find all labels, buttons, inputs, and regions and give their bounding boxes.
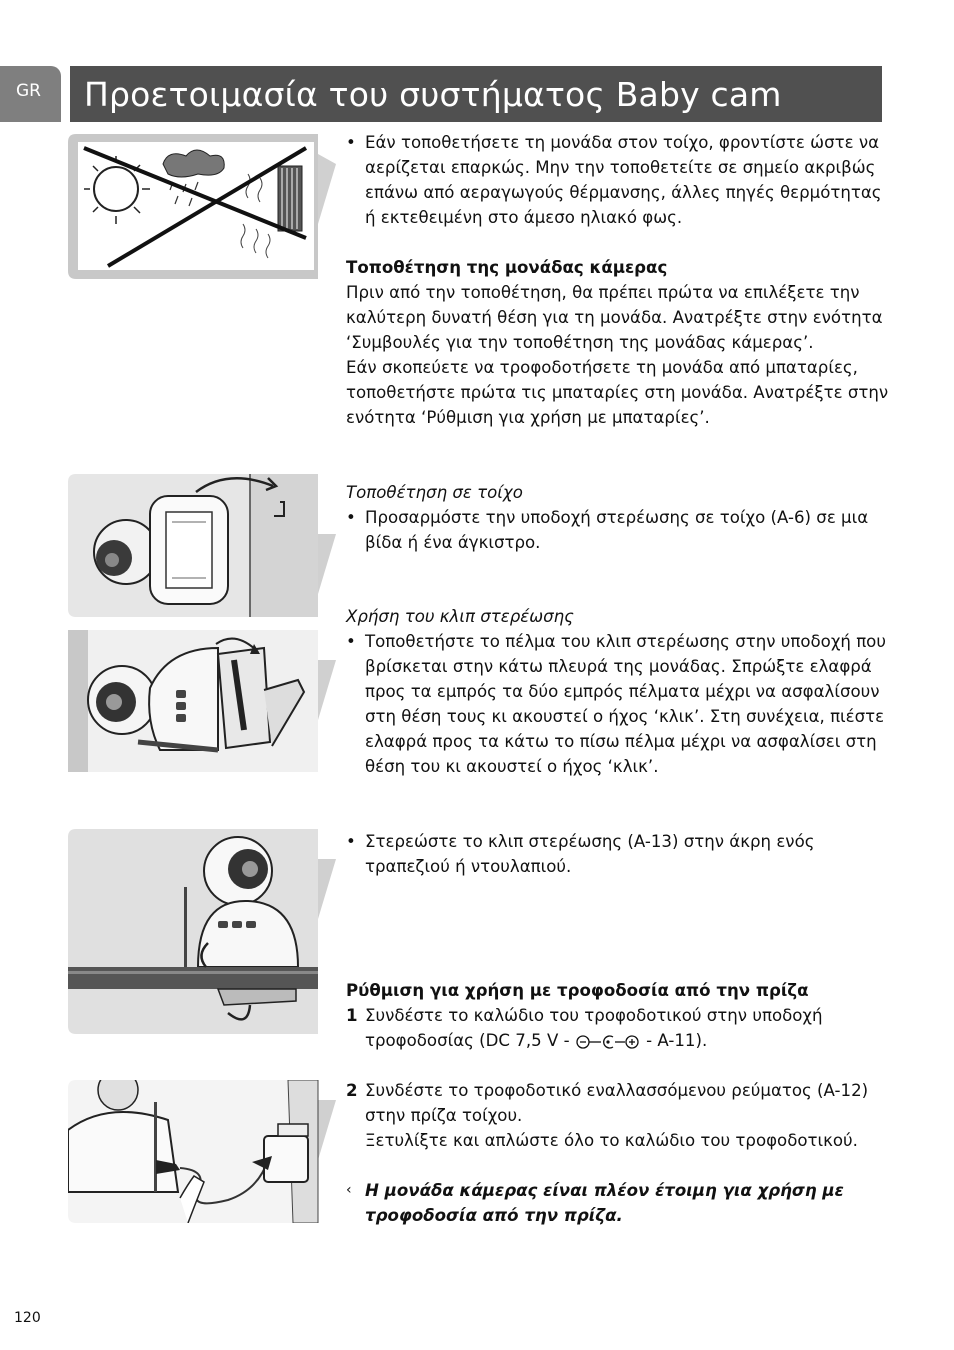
- step-1-text-end: - A-11).: [646, 1031, 708, 1050]
- page-title-text: Προετοιμασία του συστήματος Baby cam: [84, 74, 782, 114]
- placement-section: [346, 255, 891, 430]
- wall-mount-illustration: [68, 474, 336, 617]
- step-2-text: Συνδέστε το τροφοδοτικό εναλλασσόμενου ρεύματος (A-12) στην πρίζα τοίχου.: [365, 1081, 869, 1125]
- result-section: [346, 1178, 891, 1228]
- para-placement-1: Πριν από την τοποθέτηση, θα πρέπει πρώτα να επιλέξετε την καλύτερη δυνατή θέση για τη μονάδα. Ανατρέξτε στην ενότητα ‘Συμβουλές για την τοποθέτηση της μονάδας κάμερας’.: [346, 283, 883, 352]
- page-title: [70, 66, 882, 122]
- bullet-clip: • Τοποθετήστε το πέλμα του κλιπ στερέωσης στην υποδοχή που βρίσκεται στην κάτω πλευρά της μονάδας. Σπρώξτε ελαφρά προς τα εμπρός τα δύο εμπρός πέλματα μέχρι να ασφαλίσουν στη θέση τους κι ακουστεί ο ήχος ‘κλικ’. Στη συνέχεια, πιέστε ελαφρά προς τα κάτω το πίσω πέλμα μέχρι να ασφαλίσει στη θέση του κι ακουστεί ο ήχος ‘κλικ’.: [346, 629, 891, 779]
- mains-section: [346, 978, 891, 1053]
- power-adapter-illustration: [68, 1080, 336, 1223]
- step-2-number: 2: [346, 1081, 358, 1100]
- step-1-number: 1: [346, 1006, 358, 1025]
- step-2-section: [346, 1078, 891, 1153]
- bullet-wall: • Προσαρμόστε την υποδοχή στερέωσης σε τοίχο (A-6) σε μια βίδα ή ένα άγκιστρο.: [346, 505, 891, 555]
- para-placement-2: Εάν σκοπεύετε να τροφοδοτήσετε τη μονάδα από μπαταρίες, τοποθετήστε πρώτα τις μπαταρίες στη μονάδα. Ανατρέξτε στην ενότητα ‘Ρύθμιση για χρήση με μπαταρίες’.: [346, 358, 889, 427]
- wall-section: [346, 480, 891, 555]
- subheading-clip: Χρήση του κλιπ στερέωσης: [346, 607, 574, 626]
- result-text: Η μονάδα κάμερας είναι πλέον έτοιμη για χρήση με τροφοδοσία από την πρίζα.: [365, 1181, 844, 1225]
- bullet-ventilation: • Εάν τοποθετήσετε τη μονάδα στον τοίχο, φροντίστε ώστε να αερίζεται επαρκώς. Μην την τοποθετείτε σε σημείο ακριβώς επάνω από αεραγωγούς θέρμανσης, άλλες πηγές θερμότητας ή εκτεθειμένη στο άμεσο ηλιακό φως.: [346, 130, 891, 230]
- page-number: 120: [14, 1310, 41, 1326]
- clip-section: [346, 604, 891, 779]
- step-1-text: Συνδέστε το καλώδιο του τροφοδοτικού στην υποδοχή τροφοδοσίας (DC 7,5 V -: [365, 1006, 823, 1050]
- clip-attach-illustration: [68, 630, 336, 772]
- step-2-text-b: Ξετυλίξτε και απλώστε όλο το καλώδιο του τροφοδοτικού.: [365, 1131, 858, 1150]
- step-2: [346, 1078, 891, 1153]
- dc-polarity-icon: [575, 1034, 641, 1050]
- heading-mains: Ρύθμιση για χρήση με τροφοδοσία από την πρίζα: [346, 981, 809, 1000]
- result-arrow-icon: ‹: [346, 1182, 352, 1198]
- ventilation-section: [346, 130, 891, 230]
- result-line: [346, 1178, 891, 1228]
- bullet-table: • Στερεώστε το κλιπ στερέωσης (A-13) στην άκρη ενός τραπεζιού ή ντουλαπιού.: [346, 829, 891, 879]
- table-section: [346, 829, 891, 879]
- sun-heat-warning-illustration: [68, 134, 336, 279]
- heading-placement: Τοποθέτηση της μονάδας κάμερας: [346, 258, 668, 277]
- step-1: [346, 1003, 891, 1053]
- table-clip-illustration: [68, 829, 336, 1034]
- language-tab: GR: [0, 66, 61, 122]
- subheading-wall: Τοποθέτηση σε τοίχο: [346, 483, 523, 502]
